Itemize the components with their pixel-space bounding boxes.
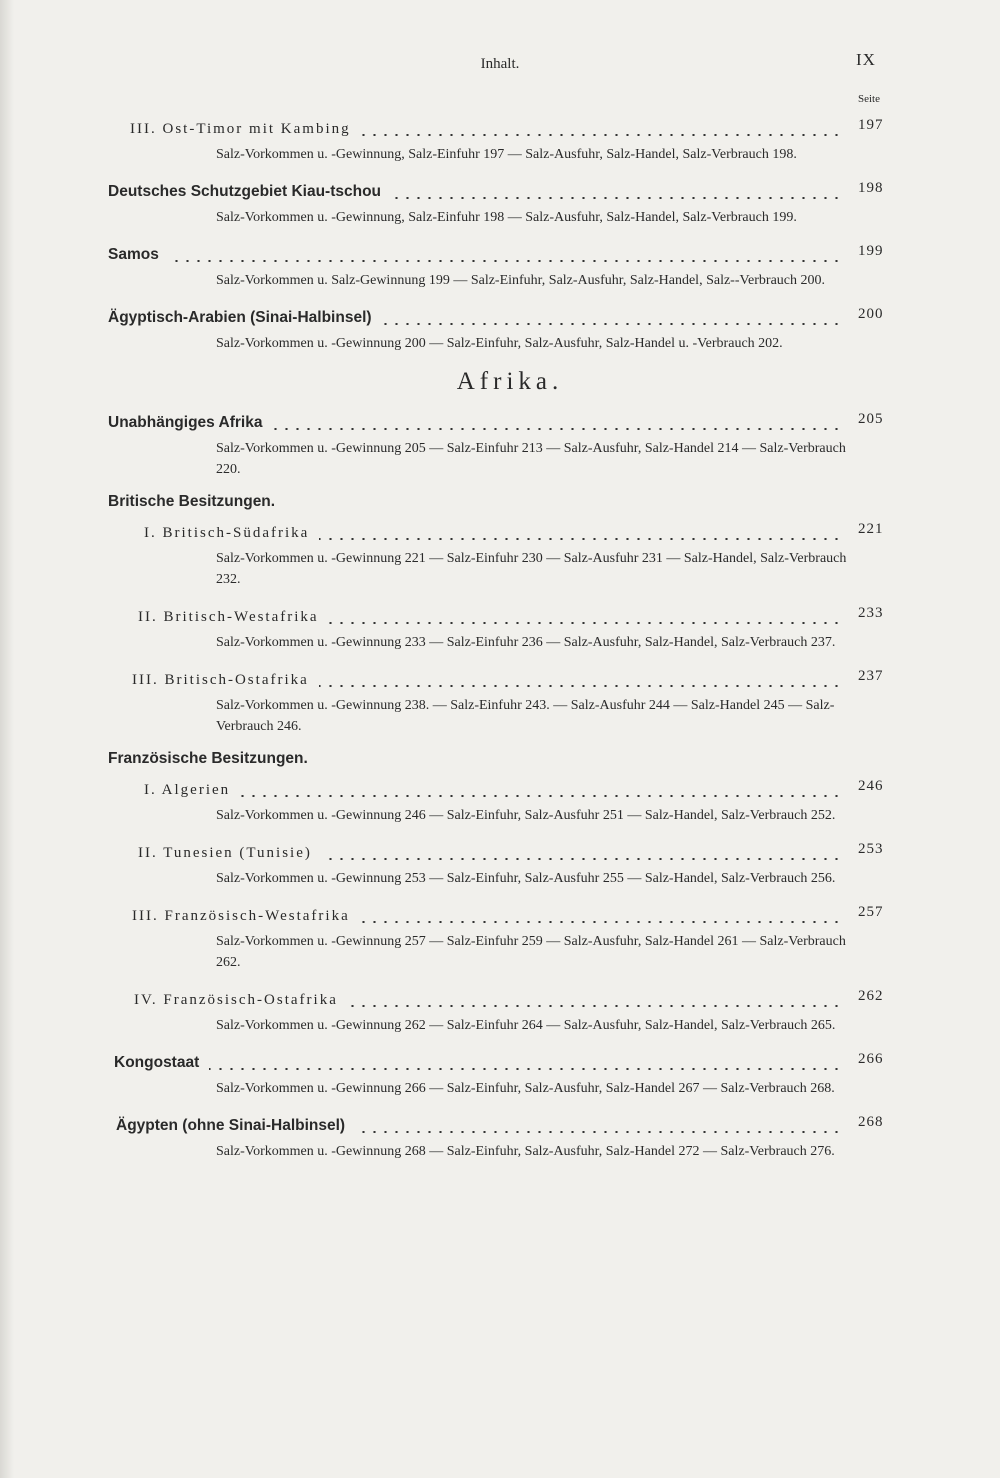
toc-entry[interactable] [0,773,1000,801]
toc-entry-label: III. Französisch-Westafrika [132,908,350,924]
leader-dots [382,323,842,325]
toc-entry-description: Salz-Vorkommen u. -Gewinnung 268 — Salz-Einfuhr, Salz-Ausfuhr, Salz-Handel 272 — Salz-Verbrauch 276. [216,1144,835,1159]
toc-entry-description: Salz-Vorkommen u. -Gewinnung 266 — Salz-Einfuhr, Salz-Ausfuhr, Salz-Handel 267 — Salz-Verbrauch 268. [216,1081,835,1096]
toc-entry-description: Salz-Vorkommen u. -Gewinnung 221 — Salz-Einfuhr 230 — Salz-Ausfuhr 231 — Salz-Handel, Salz-Verbrauch 232. [216,551,847,587]
leader-dots [355,1131,842,1133]
toc-entry[interactable] [0,301,1000,329]
toc-entry-description: Salz-Vorkommen u. -Gewinnung, Salz-Einfuhr 197 — Salz-Ausfuhr, Salz-Handel, Salz-Verbrauch 198. [216,147,797,162]
toc-entry-description: Salz-Vorkommen u. -Gewinnung 205 — Salz-Einfuhr 213 — Salz-Ausfuhr, Salz-Handel 214 — Salz-Verbrauch 220. [216,441,846,477]
toc-entry-label: Unabhängiges Afrika [108,414,263,431]
toc-entry-description: Salz-Vorkommen u. -Gewinnung 246 — Salz-Einfuhr, Salz-Ausfuhr 251 — Salz-Handel, Salz-Verbrauch 252. [216,808,836,823]
toc-entry-label: III. Britisch-Ostafrika [132,672,309,688]
toc-entry[interactable] [0,238,1000,266]
toc-content [0,112,1000,1172]
toc-entry-page: 221 [858,521,884,537]
toc-entry-description: Salz-Vorkommen u. -Gewinnung, Salz-Einfuhr 198 — Salz-Ausfuhr, Salz-Handel, Salz-Verbrauch 199. [216,210,797,225]
toc-entry-page: 266 [858,1051,884,1067]
leader-dots [319,538,842,540]
toc-entry-label: I. Algerien [144,782,231,798]
toc-entry-description: Salz-Vorkommen u. Salz-Gewinnung 199 — Salz-Einfuhr, Salz-Ausfuhr, Salz-Handel, Salz--Verbrauch 200. [216,273,826,288]
leader-dots [209,1068,842,1070]
toc-entry[interactable] [0,406,1000,434]
leader-dots [322,858,842,860]
toc-entry-description: Salz-Vorkommen u. -Gewinnung 238. — Salz-Einfuhr 243. — Salz-Ausfuhr 244 — Salz-Handel 245 — Salz-Verbrauch 246. [216,698,835,734]
leader-dots [348,1005,842,1007]
toc-entry-label: Ägypten (ohne Sinai-Halbinsel) [116,1117,346,1134]
toc-entry-page: 253 [858,841,884,857]
leader-dots [240,795,842,797]
leader-dots [329,622,842,624]
toc-entry-page: 246 [858,778,884,794]
page-number: IX [856,50,876,69]
toc-entry-page: 237 [858,668,884,684]
running-title: Inhalt. [480,56,520,72]
leader-dots [360,921,842,923]
toc-entry-description: Salz-Vorkommen u. -Gewinnung 257 — Salz-Einfuhr 259 — Salz-Ausfuhr, Salz-Handel 261 — Salz-Verbrauch 262. [216,934,846,970]
leader-dots [272,428,842,430]
toc-entry-description: Salz-Vorkommen u. -Gewinnung 233 — Salz-Einfuhr 236 — Salz-Ausfuhr, Salz-Handel, Salz-Verbrauch 237. [216,635,836,650]
toc-entry[interactable] [0,516,1000,544]
toc-entry-label: III. Ost-Timor mit Kambing [130,121,351,137]
toc-entry-label: II. Tunesien (Tunisie) [138,845,312,861]
toc-entry-description: Salz-Vorkommen u. -Gewinnung 200 — Salz-Einfuhr, Salz-Ausfuhr, Salz-Handel u. -Verbrauch 202. [216,336,783,351]
leader-dots [361,134,842,136]
toc-entry[interactable] [0,600,1000,628]
toc-entry-label: Kongostaat [114,1054,200,1071]
toc-entry-label: Deutsches Schutzgebiet Kiau-tschou [108,183,382,200]
toc-entry[interactable] [0,112,1000,140]
group-heading-british: Britische Besitzungen. [108,493,276,510]
group-heading-french: Französische Besitzungen. [108,750,308,767]
toc-entry-page: 197 [858,117,884,133]
seite-column-label: Seite [858,93,880,105]
toc-entry-description: Salz-Vorkommen u. -Gewinnung 262 — Salz-Einfuhr 264 — Salz-Ausfuhr, Salz-Handel, Salz-Verbrauch 265. [216,1018,836,1033]
toc-entry[interactable] [0,663,1000,691]
toc-entry-label: II. Britisch-Westafrika [138,609,319,625]
toc-entry-label: Samos [108,246,159,263]
toc-entry[interactable] [0,836,1000,864]
toc-entry-page: 198 [858,180,884,196]
toc-entry[interactable] [0,899,1000,927]
toc-entry-page: 268 [858,1114,884,1130]
toc-entry[interactable] [0,1046,1000,1074]
toc-entry-page: 233 [858,605,884,621]
toc-entry-label: IV. Französisch-Ostafrika [134,992,338,1008]
toc-entry[interactable] [0,983,1000,1011]
toc-entry-page: 205 [858,411,884,427]
toc-entry-page: 257 [858,904,884,920]
leader-dots [391,197,842,199]
toc-entry-page: 199 [858,243,884,259]
toc-entry-label: I. Britisch-Südafrika [144,525,310,541]
section-heading-afrika: Afrika. [456,368,564,395]
toc-entry[interactable] [0,175,1000,203]
toc-entry-label: Ägyptisch-Arabien (Sinai-Halbinsel) [108,309,372,326]
toc-entry-description: Salz-Vorkommen u. -Gewinnung 253 — Salz-Einfuhr, Salz-Ausfuhr 255 — Salz-Handel, Salz-Verbrauch 256. [216,871,836,886]
toc-entry-page: 262 [858,988,884,1004]
leader-dots [169,260,842,262]
toc-entry-page: 200 [858,306,884,322]
toc-entry[interactable] [0,1109,1000,1137]
leader-dots [319,685,842,687]
